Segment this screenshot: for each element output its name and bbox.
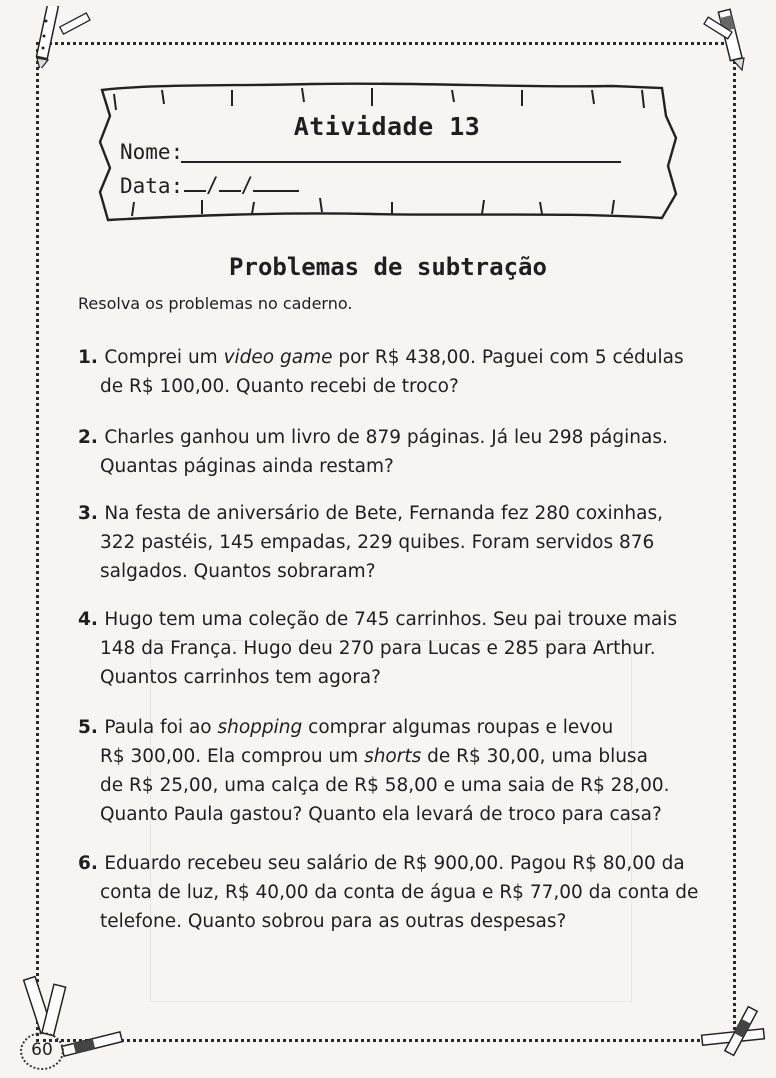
problem-line: conta de luz, R$ 40,00 da conta de água e R$ 77,00 da conta de bbox=[100, 882, 699, 903]
problem-line: Quantas páginas ainda restam? bbox=[100, 456, 394, 477]
page-number-badge bbox=[20, 1032, 64, 1070]
problem-6 bbox=[78, 849, 708, 936]
problem-line: 3. Na festa de aniversário de Bete, Fernanda fez 280 coxinhas, bbox=[78, 503, 663, 524]
problem-line: telefone. Quanto sobrou para as outras despesas? bbox=[100, 911, 567, 932]
problem-line: 5. Paula foi ao shopping comprar algumas roupas e levou bbox=[78, 717, 614, 738]
problem-line: Quantos carrinhos tem agora? bbox=[100, 667, 381, 688]
problem-line: 148 da França. Hugo deu 270 para Lucas e 285 para Arthur. bbox=[100, 638, 656, 659]
problem-line: R$ 300,00. Ela comprou um shorts de R$ 30,00, uma blusa bbox=[100, 746, 648, 767]
activity-header-box bbox=[92, 76, 682, 226]
problem-4 bbox=[78, 605, 708, 692]
problem-1 bbox=[78, 343, 708, 401]
problem-2 bbox=[78, 423, 708, 481]
name-fill-line bbox=[181, 161, 621, 163]
problem-line: 2. Charles ganhou um livro de 879 páginas. Já leu 298 páginas. bbox=[78, 427, 668, 448]
pencil-bottom-right-icon bbox=[700, 1002, 768, 1064]
problem-3 bbox=[78, 499, 708, 586]
problem-number: 4. bbox=[78, 609, 105, 630]
problem-number: 5. bbox=[78, 717, 105, 738]
pencil-top-left-icon bbox=[22, 6, 92, 68]
problem-5 bbox=[78, 713, 708, 829]
page-number: 60 bbox=[31, 1040, 53, 1060]
problem-number: 2. bbox=[78, 427, 105, 448]
instructions-text: Resolva os problemas no caderno. bbox=[78, 294, 353, 313]
problem-line: 6. Eduardo recebeu seu salário de R$ 900,00. Pagou R$ 80,00 da bbox=[78, 853, 685, 874]
section-title: Problemas de subtração bbox=[229, 253, 547, 281]
pencil-top-right-icon bbox=[700, 8, 760, 72]
problem-line: 1. Comprei um video game por R$ 438,00. Paguei com 5 cédulas bbox=[78, 347, 684, 368]
activity-title: Atividade 13 bbox=[293, 112, 481, 141]
problem-line: Quanto Paula gastou? Quanto ela levará de troco para casa? bbox=[100, 804, 662, 825]
problem-number: 1. bbox=[78, 347, 105, 368]
problem-line: de R$ 100,00. Quanto recebi de troco? bbox=[100, 376, 459, 397]
italic-term: shorts bbox=[364, 746, 422, 767]
name-label: Nome: bbox=[120, 140, 184, 164]
date-fill-lines: / / bbox=[184, 172, 299, 197]
date-label: Data: bbox=[120, 174, 184, 198]
italic-term: shopping bbox=[217, 717, 303, 738]
problem-line: de R$ 25,00, uma calça de R$ 58,00 e uma saia de R$ 28,00. bbox=[100, 775, 670, 796]
problem-line: 322 pastéis, 145 empadas, 229 quibes. Foram servidos 876 bbox=[100, 532, 655, 553]
problem-line: salgados. Quantos sobraram? bbox=[100, 561, 376, 582]
problem-line: 4. Hugo tem uma coleção de 745 carrinhos. Seu pai trouxe mais bbox=[78, 609, 678, 630]
italic-term: video game bbox=[223, 347, 333, 368]
problem-number: 6. bbox=[78, 853, 105, 874]
problem-number: 3. bbox=[78, 503, 105, 524]
